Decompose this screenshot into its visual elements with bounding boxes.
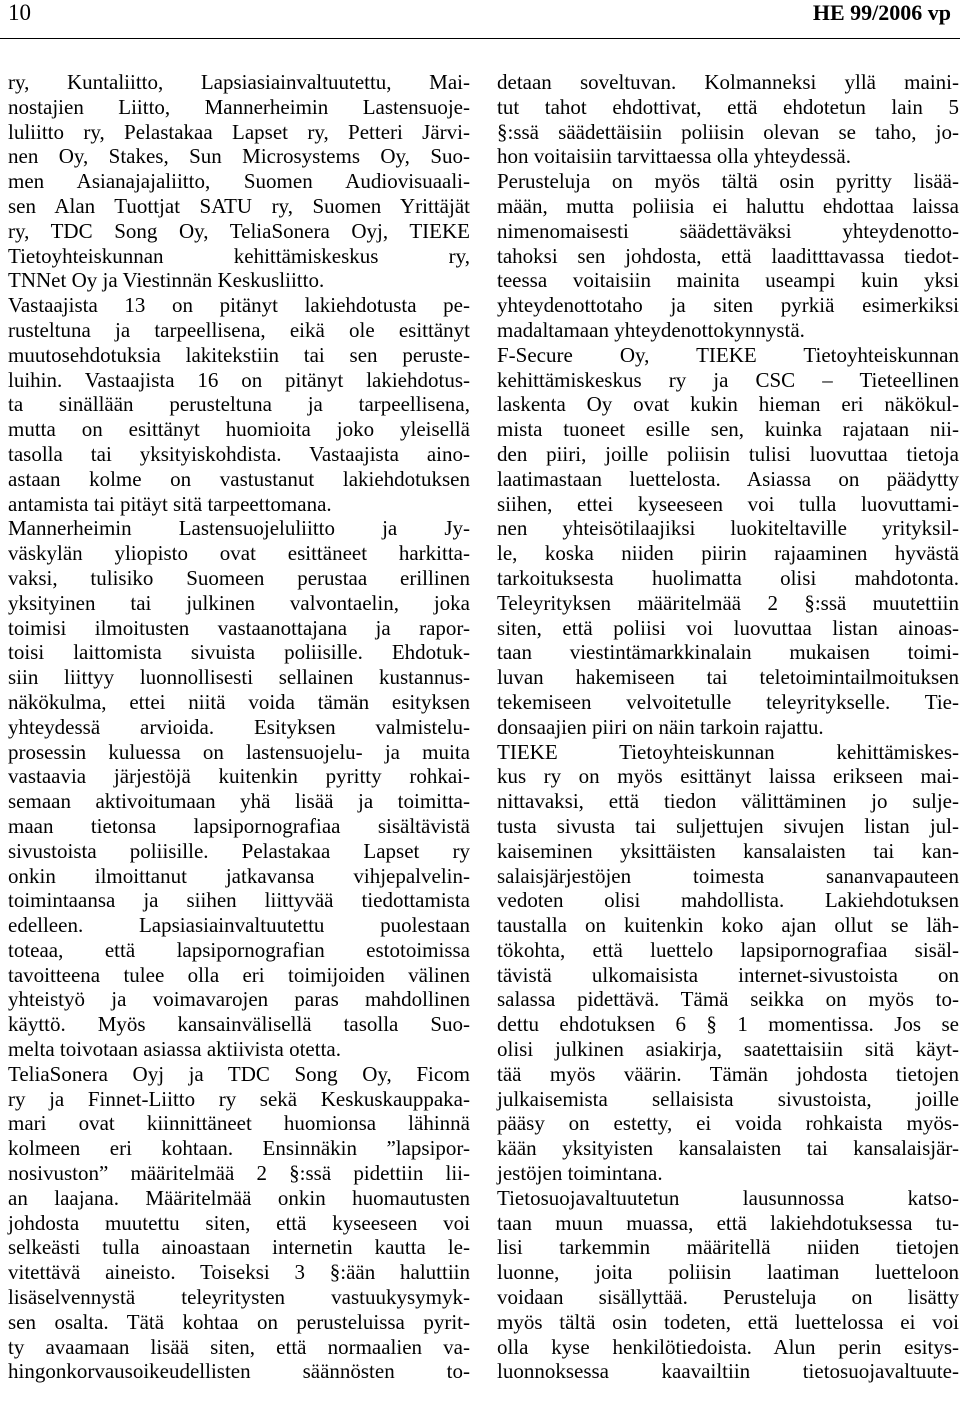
page-header (0, 0, 960, 46)
text-line: vedoten olisi mahdollista. Lakiehdotuksen (497, 888, 959, 913)
text-line: Tietosuojavaltuutetun lausunnossa katso- (497, 1185, 959, 1210)
text-line: toisi laittomista sivuista poliisille. Ehdotuk- (8, 640, 470, 665)
text-line: melta toivotaan asiassa aktiivista otetta. (8, 1037, 341, 1062)
text-line: laskenta Oy ovat kukin hieman eri näkökul- (497, 392, 959, 417)
text-line: tasolla tai yksityiskohdista. Vastaajista aino- (8, 441, 470, 466)
text-line: myös tältä osin todeten, että luettelossa ei voi (497, 1309, 959, 1334)
text-line: TIEKE Tietoyhteiskunnan kehittämiskes- (497, 739, 959, 764)
text-line: tävistä ulkomaisista internet-sivustoista on (497, 962, 959, 987)
text-line: le, koska niiden piirin rajaaminen hyvästä (497, 541, 959, 566)
text-line: nimenomaisesti säädettäväksi yhteydenotto- (497, 218, 959, 243)
text-line: tekemiseen velvoitetulle teleyritykselle. Tie- (497, 689, 959, 714)
text-line: prosessin kuluessa on lastensuojelu- ja muita (8, 739, 470, 764)
text-line: mään, mutta poliisia ei haluttu ehdottaa laissa (497, 193, 959, 218)
text-line: nen Oy, Stakes, Sun Microsystems Oy, Suo- (8, 144, 470, 169)
text-line: vaksi, tulisiko Suomeen perustaa erillinen (8, 565, 470, 590)
text-line: mista tuoneet esille sen, kuinka rajataan nii- (497, 417, 959, 442)
text-line: taan muun muassa, että lakiehdotuksessa tu- (497, 1210, 959, 1235)
text-line: madaltamaan yhteydenottokynnystä. (497, 317, 805, 342)
text-line: Perusteluja on myös tältä osin pyritty lisää- (497, 169, 959, 194)
text-line: luliitto ry, Pelastakaa Lapset ry, Petteri Järvi- (8, 119, 470, 144)
text-line: teessa voitaisiin mainita useampi kuin yksi (497, 268, 959, 293)
text-line: kaiseminen yksittäisten kansalaisten tai kan- (497, 838, 959, 863)
text-line: ta sinällään perusteltuna ja tarpeellisena, (8, 392, 470, 417)
text-line: toimisi ilmoitusten vastaanottajana ja rapor- (8, 615, 470, 640)
text-line: lisäselvennystä teleyritysten vastuukysymyk- (8, 1285, 470, 1310)
text-line: nen yhteisötilaajiksi luokiteltaville yrityksil- (497, 516, 959, 541)
header-rule (0, 38, 960, 39)
right-text-column (497, 70, 959, 1384)
page-number: 10 (8, 0, 31, 25)
text-line: tahoksi sen johdosta, että laaditttavassa tiedot- (497, 243, 959, 268)
text-line: väskylän yliopisto ovat esittäneet harkitta- (8, 541, 470, 566)
text-line: toteaa, että lapsipornografian estotoimissa (8, 937, 470, 962)
text-line: sen osalta. Tätä kohtaa on perusteluissa pyrit- (8, 1309, 470, 1334)
text-line: tökohta, että luettelo lapsipornografiaa sisäl- (497, 937, 959, 962)
text-line: yhteistyö ja voimavarojen paras mahdollinen (8, 987, 470, 1012)
text-line: mari ovat kiinnittäneet huomionsa lähinnä (8, 1111, 470, 1136)
text-line: pääsy on estetty, ei voida rohkaista myös- (497, 1111, 959, 1136)
text-line: jestöjen toimintana. (497, 1161, 663, 1186)
text-line: olla kyse henkilötiedoista. Alun perin esitys- (497, 1334, 959, 1359)
text-line: detaan soveltuvan. Kolmanneksi yllä maini- (497, 70, 959, 94)
text-line: sivustoista poliisille. Pelastakaa Lapset ry (8, 838, 470, 863)
text-line: Mannerheimin Lastensuojeluliitto ja Jy- (8, 516, 470, 541)
text-line: tut tahot ehdottivat, että ehdotetun lain 5 (497, 94, 959, 119)
text-line: ry ja Finnet-Liitto ry sekä Keskuskauppaka- (8, 1086, 470, 1111)
text-line: hingonkorvausoikeudellisten säännösten to- (8, 1359, 470, 1384)
text-line: an laajana. Määritelmää onkin huomautusten (8, 1185, 470, 1210)
text-line: vitettävä aineisto. Toiseksi 3 §:ään haluttiin (8, 1260, 470, 1285)
text-line: voidaan sisällyttää. Perusteluja on lisätty (497, 1285, 959, 1310)
text-line: vastaavia järjestöjä kuitenkin pyritty rohkai- (8, 764, 470, 789)
text-line: nosivuston” määritelmää 2 §:ssä pidettiin lii- (8, 1161, 470, 1186)
text-line: mutta on esittänyt huomioita joko yleisellä (8, 417, 470, 442)
text-line: johdosta muutettu siten, että kyseeseen voi (8, 1210, 470, 1235)
text-line: salassa pidettävä. Tämä seikka on myös to- (497, 987, 959, 1012)
text-line: F-Secure Oy, TIEKE Tietoyhteiskunnan (497, 342, 959, 367)
text-line: käyttö. Myös kansainvälisellä tasolla Suo- (8, 1012, 470, 1037)
text-line: ry, Kuntaliitto, Lapsiasiainvaltuutettu, Mai- (8, 70, 470, 94)
text-line: luihin. Vastaajista 16 on pitänyt lakiehdotus- (8, 367, 470, 392)
text-line: lisi tarkemmin määritellä niiden tietojen (497, 1235, 959, 1260)
text-line: men Asianajajaliitto, Suomen Audiovisuaali- (8, 169, 470, 194)
text-line: muutosehdotuksia lakitekstiin tai sen peruste- (8, 342, 470, 367)
text-line: kolmeen eri kohtaan. Ensinnäkin ”lapsipor- (8, 1136, 470, 1161)
text-line: antamista tai pitäyt sitä tarpeettomana. (8, 491, 332, 516)
text-line: astaan kolme on vastustanut lakiehdotuksen (8, 466, 470, 491)
text-line: luvan hakemiseen tai teletoimintailmoituksen (497, 665, 959, 690)
text-line: taustalla on kuitenkin koko ajan ollut se läh- (497, 913, 959, 938)
document-id: HE 99/2006 vp (812, 0, 951, 25)
text-line: siin liittyy luonnollisesti sellainen kustannus- (8, 665, 470, 690)
text-line: siihen, ettei kyseeseen voi tulla luovuttami- (497, 491, 959, 516)
text-line: julkaisemista sellaisista sivustoista, joille (497, 1086, 959, 1111)
text-line: nittavaksi, että tiedon välittäminen jo sulje- (497, 789, 959, 814)
text-line: yhteydessä arvioida. Esityksen valmistelu- (8, 714, 470, 739)
text-line: nostajien Liitto, Mannerheimin Lastensuoje- (8, 94, 470, 119)
text-line: yhteydenottotaho ja siten pyrkiä esimerkiksi (497, 293, 959, 318)
text-line: ty avaamaan lisää siten, että normaalien va- (8, 1334, 470, 1359)
text-line: selkeästi tulla ainoastaan internetin kautta le- (8, 1235, 470, 1260)
text-line: tusta sivusta tai suljettujen sivujen listan jul- (497, 813, 959, 838)
text-line: sen Alan Tuottjat SATU ry, Suomen Yrittäjät (8, 193, 470, 218)
text-line: tarkoituksesta huolimatta olisi mahdotonta. (497, 565, 959, 590)
text-line: taan viestintämarkkinalain mukaisen toimi- (497, 640, 959, 665)
text-line: kus ry on myös esittänyt laissa erikseen mai- (497, 764, 959, 789)
text-line: näkökulma, ettei niitä voida tämän esityksen (8, 689, 470, 714)
text-line: luonne, joita poliisin laatiman luetteloon (497, 1260, 959, 1285)
text-line: tää myös väärin. Tämän johdosta tietojen (497, 1061, 959, 1086)
text-line: Teleyrityksen määritelmää 2 §:ssä muutettiin (497, 590, 959, 615)
text-line: salaisjärjestöjen toimesta sananvapauteen (497, 863, 959, 888)
text-line: yksityinen tai julkinen valvontaelin, joka (8, 590, 470, 615)
text-line: den piiri, joille poliisin tulisi luovuttaa tietoja (497, 441, 959, 466)
text-line: §:ssä säädettäisiin poliisin olevan se taho, jo- (497, 119, 959, 144)
text-line: rusteltuna ja tarpeellisena, eikä ole esittänyt (8, 317, 470, 342)
text-line: olisi julkinen asiakirja, saatettaisiin sitä käyt- (497, 1037, 959, 1062)
text-line: hon voitaisiin tarvittaessa olla yhteydessä. (497, 144, 852, 169)
text-line: Tietoyhteiskunnan kehittämiskeskus ry, (8, 243, 470, 268)
text-line: laatimastaan luettelosta. Asiassa on päädytty (497, 466, 959, 491)
text-line: edelleen. Lapsiasiainvaltuutettu puolestaan (8, 913, 470, 938)
text-line: toimintaansa ja siihen liittyvää tiedottamista (8, 888, 470, 913)
left-text-column (8, 70, 470, 1384)
text-line: kehittämiskeskus ry ja CSC – Tieteellinen (497, 367, 959, 392)
text-line: Vastaajista 13 on pitänyt lakiehdotusta pe- (8, 293, 470, 318)
text-line: TeliaSonera Oyj ja TDC Song Oy, Ficom (8, 1061, 470, 1086)
text-line: semaan aktivoitumaan yhä lisää ja toimitta- (8, 789, 470, 814)
text-line: tavoitteena tulee olla eri toimijoiden välinen (8, 962, 470, 987)
text-line: kään yksityisten kansalaisten tai kansalaisjär- (497, 1136, 959, 1161)
text-line: dettu ehdotuksen 6 § 1 momentissa. Jos se (497, 1012, 959, 1037)
text-line: luonnoksessa kaavailtiin tietosuojavaltuute- (497, 1359, 959, 1384)
text-line: TNNet Oy ja Viestinnän Keskusliitto. (8, 268, 325, 293)
text-line: ry, TDC Song Oy, TeliaSonera Oyj, TIEKE (8, 218, 470, 243)
text-line: siten, että poliisi voi luovuttaa listan ainoas- (497, 615, 959, 640)
text-line: onkin ilmoittanut jatkavansa vihjepalvelin- (8, 863, 470, 888)
text-line: maan tietonsa lapsipornografiaa sisältävistä (8, 813, 470, 838)
text-line: donsaajien piiri on näin tarkoin rajattu. (497, 714, 824, 739)
